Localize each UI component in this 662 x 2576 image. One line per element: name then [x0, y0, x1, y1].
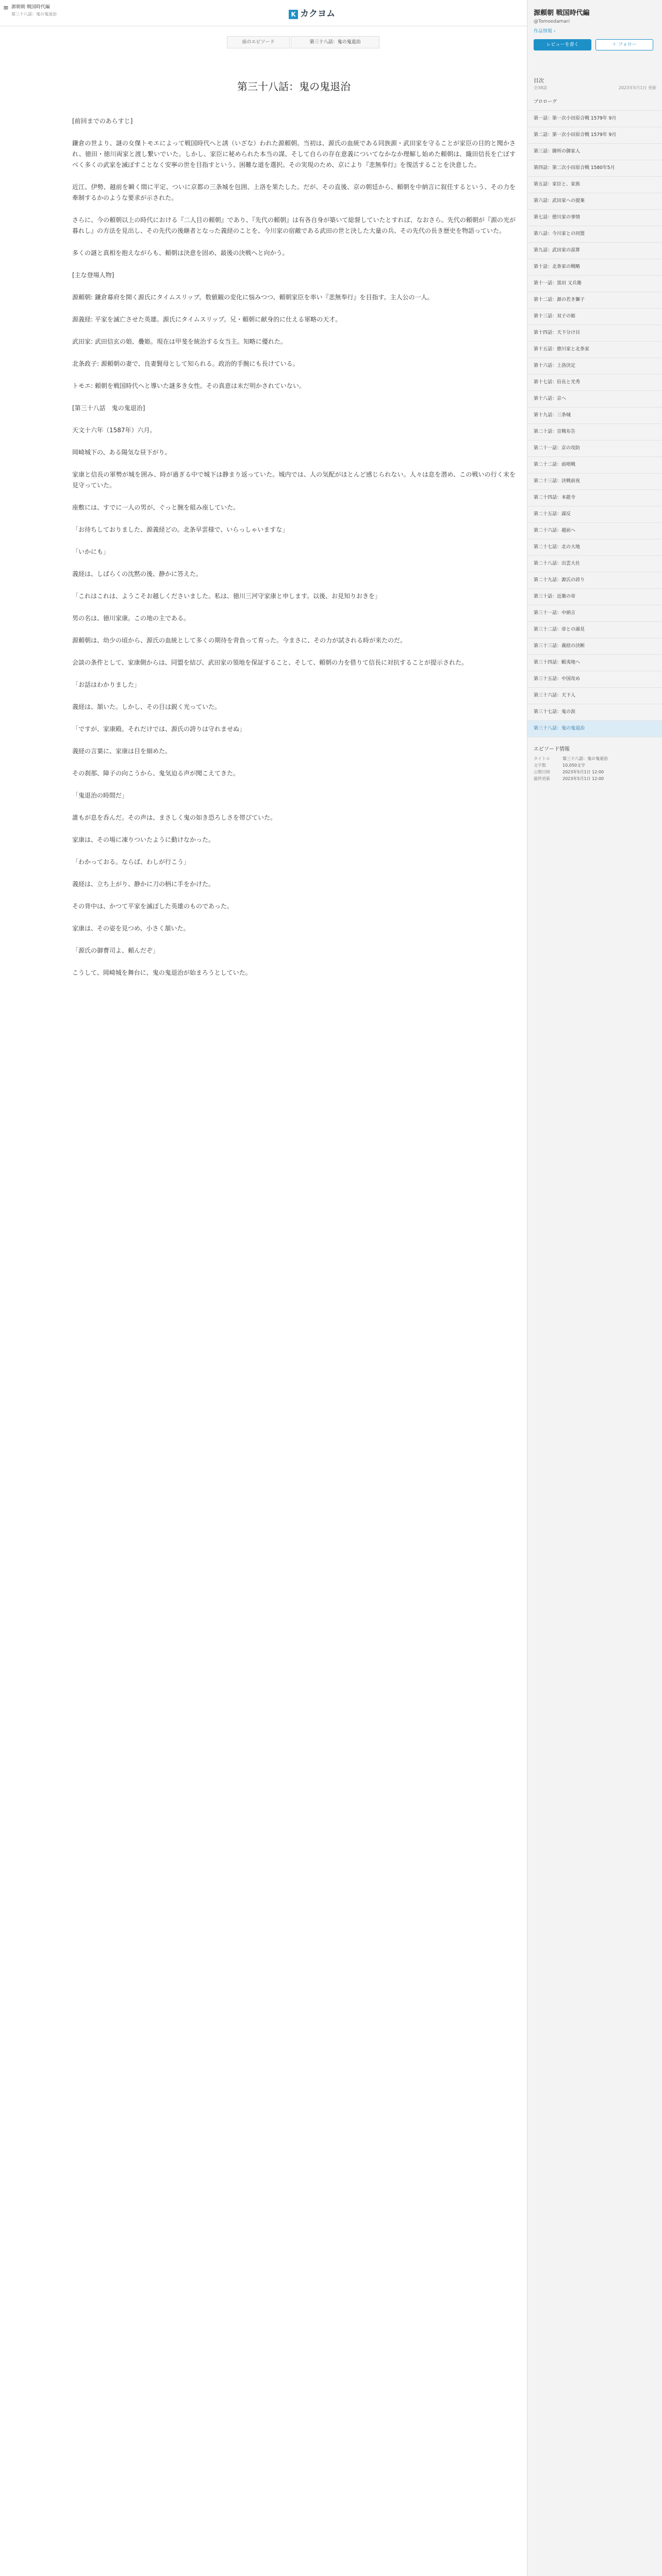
episode-info-value: 第三十八話：鬼の鬼退治 — [562, 756, 608, 761]
episode-title: 第三十八話：鬼の鬼退治 — [237, 80, 351, 93]
episode-info-row — [534, 775, 656, 782]
episode-paragraph: 源頼朝: 鎌倉幕府を開く源氏にタイムスリップ。数値観の変化に悩みつつ、頼朝家臣を率い『悲無奉行』を目指す。主人公の一人。 — [72, 294, 434, 301]
toc-item[interactable]: 第二十九話：源氏の誇り — [527, 572, 662, 589]
toc-item[interactable]: 第三十一話：中納言 — [527, 605, 662, 622]
episode-paragraph: 近江、伊勢、越前を瞬く間に平定、ついに京都の三条城を包囲、上洛を果たした。だが、その直後、京の朝廷から、頼朝を中納言に叙任するという、その力を牽制するかのような要求が示された。 — [72, 183, 516, 201]
episode-info-label: 文字数 — [534, 763, 546, 768]
toc-item[interactable]: 第五話：家臣と、家族 — [527, 177, 662, 193]
episode-info-row — [534, 755, 656, 762]
episode-info-label: 最終更新 — [534, 776, 550, 781]
toc-item[interactable]: 第三十四話：蝦夷地へ — [527, 655, 662, 671]
breadcrumb-episode-title: 第三十八話：鬼の鬼退治 — [11, 12, 57, 16]
toc-item[interactable]: 第十二話：源の若き獅子 — [527, 292, 662, 309]
sidebar-work-title[interactable]: 源頼朝 戦国時代編 — [534, 9, 590, 17]
episode-info-row — [534, 762, 656, 769]
toc-item[interactable]: 第二十八話：出雲大社 — [527, 556, 662, 572]
toc-item[interactable]: 第三十八話：鬼の鬼退治 — [527, 721, 662, 737]
episode-info-value: 10,050文字 — [562, 763, 585, 768]
episode-paragraph: [前回までのあらすじ] — [72, 117, 133, 125]
toc-item[interactable]: 第三十六話：天下人 — [527, 688, 662, 704]
toc-item[interactable]: 第二十五話：謀反 — [527, 506, 662, 523]
toc-updated-date: 2023年5月1日 更新 — [618, 86, 656, 90]
sidebar-author[interactable]: @Tomoedamari — [534, 19, 570, 24]
toc-item[interactable]: 第三十三話：義経の決断 — [527, 638, 662, 655]
episode-paragraph: 天文十六年（1587年）六月。 — [72, 427, 156, 434]
toc-item[interactable]: 第十九話：三条城 — [527, 408, 662, 424]
toc-item[interactable]: 第二十六話：越前へ — [527, 523, 662, 539]
hamburger-icon[interactable]: ≡ — [3, 4, 9, 12]
episode-info-value: 2023年5月1日 12:00 — [562, 776, 604, 781]
toc-list — [527, 94, 662, 737]
episode-paragraph: 家康と信長の軍勢が城を囲み、時が過ぎる中で城下は静まり返っていた。城内では、人の気配がほとんど感じられない。人々は息を潜め、この戦いの行く末を見守っていた。 — [72, 471, 516, 489]
toc-heading: 目次 — [534, 78, 544, 84]
prev-episode-button[interactable]: 前のエピソード — [227, 36, 290, 48]
current-episode-label: 第三十八話：鬼の鬼退治 — [291, 36, 379, 48]
toc-item[interactable]: 第三十五話：中国攻め — [527, 671, 662, 688]
episode-paragraph: 家康は、その場に凍りついたように動けなかった。 — [72, 836, 215, 843]
follow-button[interactable]: ＋ フォロー — [595, 39, 653, 50]
episode-paragraph: 「わかっておる。ならば、わしが行こう」 — [72, 858, 190, 866]
toc-item[interactable]: 第三十話：近衛の帝 — [527, 589, 662, 605]
toc-item[interactable]: 第十六話：上洛決定 — [527, 358, 662, 375]
toc-item[interactable]: プロローグ — [527, 94, 662, 111]
episode-paragraph: その背中は、かつて平家を滅ぼした英雄のものであった。 — [72, 903, 233, 910]
kakuyomu-logo-icon: K — [289, 10, 298, 19]
episode-paragraph: こうして、岡崎城を舞台に、鬼の鬼退治が始まろうとしていた。 — [72, 969, 252, 976]
toc-item[interactable]: 第十話：北条家の戦略 — [527, 259, 662, 276]
episode-paragraph: 源義経: 平家を滅亡させた英雄。源氏にタイムスリップ。兄・頼朝に献身的に仕える軍略の天才。 — [72, 316, 342, 323]
episode-paragraph: 誰もが息を呑んだ。その声は、まさしく鬼の如き恐ろしさを帯びていた。 — [72, 814, 277, 821]
toc-item[interactable]: 第二十話：宣戦布告 — [527, 424, 662, 440]
toc-item[interactable]: 第九話：武田家の誤算 — [527, 243, 662, 259]
episode-text — [72, 116, 516, 978]
episode-body — [72, 72, 516, 990]
toc-item[interactable]: 第二話：第一次小田原合戦 1579年 9月 — [527, 127, 662, 144]
site-logo[interactable] — [289, 6, 335, 19]
episode-paragraph: [第三十八話 鬼の鬼退治] — [72, 404, 145, 412]
toc-item[interactable]: 第二十二話：前哨戦 — [527, 457, 662, 473]
episode-info-value: 2023年5月1日 12:00 — [562, 770, 604, 774]
episode-paragraph: 北条政子: 源頼朝の妻で、良妻賢母として知られる。政治的手腕にも長けている。 — [72, 360, 299, 367]
toc-item[interactable]: 第二十四話：本能寺 — [527, 490, 662, 506]
episode-paragraph: 「ですが、家康殿。それだけでは、源氏の誇りは守れませぬ」 — [72, 725, 246, 733]
episode-info-label: タイトル — [534, 756, 550, 761]
episode-paragraph: さらに、今の頼朝以上の時代における『二人目の頼朝』であり、『先代の頼朝』は有各自身が築いて総督していたとすれば、なおさら。先代の頼朝が『源の光が暮れし』の方法を見出し、その先代の後継者となった義経のことを、今川家の宿敵である武田の世と決した大量の兵、その先代の長き歴史を物語っていた。 — [72, 216, 516, 234]
review-button[interactable]: レビューを書く — [534, 39, 591, 50]
episode-paragraph: 「これはこれは、ようこそお越しくださいました。私は、徳川三河守家康と申します。以後、お見知りおきを」 — [72, 592, 382, 600]
toc-item[interactable]: 第一話：第一次小田原合戦 1579年 9月 — [527, 111, 662, 127]
episode-info-heading: エピソード情報 — [534, 747, 570, 752]
toc-item[interactable]: 第十三話：双子の姫 — [527, 309, 662, 325]
toc-item[interactable]: 第十八話：京へ — [527, 391, 662, 408]
episode-paragraph: 源頼朝は、幼少の頃から、源氏の血統として多くの期待を背負って育った。今まさに、その力が試される時が来たのだ。 — [72, 637, 407, 644]
toc-episode-count: 全38話 — [534, 86, 548, 90]
episode-paragraph: 鎌倉の世より、謎の女傑トモエによって戦国時代へと誘（いざな）われた源頼朝。当初は、源氏の血統である同族源・武田家を守ることが家臣の目的と聞かされ、徳田・徳川両家と渡し繋いでいた。しかし、家臣に秘められた本当の謀、そして自らの存在意義についてなかなか理解し始めた頼朝は、織田信長を亡ぼすべく多くの武家を滅ぼすことなく安寧の世を目指すという、困難な道を選択。その実現のため、京により『悲無奉行』を復活することを決意した。 — [72, 140, 516, 168]
episode-paragraph: その刹那、障子の向こうから、鬼気迫る声が聞こえてきた。 — [72, 770, 240, 777]
toc-item[interactable]: 第十一話：黒田 又兵衛 — [527, 276, 662, 292]
episode-paragraph: 「鬼退治の時間だ」 — [72, 792, 128, 799]
episode-paragraph: 「いかにも」 — [72, 548, 110, 555]
episode-info-list — [534, 755, 656, 782]
episode-paragraph: 男の名は、徳川家康。この地の主である。 — [72, 615, 190, 622]
logo-text: カクヨム — [300, 9, 335, 19]
toc-item[interactable]: 第二十七話：北の大地 — [527, 539, 662, 556]
episode-paragraph: 家康は、その姿を見つめ、小さく頷いた。 — [72, 925, 190, 932]
episode-paragraph: 義経の言葉に、家康は目を細めた。 — [72, 748, 172, 755]
episode-paragraph: 武田家: 武田信玄の娘、疊姫。現在は甲斐を統治する女当主。知略に優れた。 — [72, 338, 287, 345]
episode-paragraph: 義経は、しばらくの沈黙の後、静かに答えた。 — [72, 570, 203, 578]
episode-pager — [227, 36, 449, 48]
toc-item[interactable]: 第十四話：天下分け目 — [527, 325, 662, 342]
episode-paragraph: 多くの謎と真相を抱えながらも、頼朝は決意を固め、最後の決戦へと向かう。 — [72, 249, 289, 257]
toc-item[interactable]: 第二十三話：決戦前夜 — [527, 473, 662, 490]
episode-paragraph: 義経は、立ち上がり、静かに刀の柄に手をかけた。 — [72, 880, 215, 888]
toc-item[interactable]: 第六話：武田家への提案 — [527, 193, 662, 210]
toc-item[interactable]: 第三十二話：帝との謁見 — [527, 622, 662, 638]
toc-item[interactable]: 第十五話：徳川家と北条家 — [527, 342, 662, 358]
toc-item[interactable]: 第二十一話：京の攻防 — [527, 440, 662, 457]
toc-item[interactable]: 第四話：第二次小田原合戦 1580年5月 — [527, 160, 662, 177]
episode-paragraph: トモエ: 頼朝を戦国時代へと導いた謎多き女性。その真意は未だ明かされていない。 — [72, 382, 305, 389]
toc-item[interactable]: 第三十七話：鬼の涙 — [527, 704, 662, 721]
toc-item[interactable]: 第三話：御所の御家人 — [527, 144, 662, 160]
work-info-link[interactable]: 作品情報 › — [534, 29, 556, 34]
sidebar — [527, 0, 662, 2576]
episode-paragraph: 「お話はわかりました」 — [72, 681, 141, 688]
episode-info-label: 公開日時 — [534, 770, 550, 774]
episode-paragraph: [主な登場人物] — [72, 272, 114, 279]
toc-item[interactable]: 第八話：今川家との同盟 — [527, 226, 662, 243]
episode-paragraph: 「源氏の御曹司よ、頼んだぞ」 — [72, 947, 159, 954]
episode-paragraph: 「お待ちしておりました、源義経どの。北条早雲様で、いらっしゃいますな」 — [72, 526, 289, 533]
breadcrumb-work-title[interactable]: 源朝朝 戦国時代編 — [11, 5, 50, 10]
episode-info-row — [534, 769, 656, 775]
episode-paragraph: 座敷には、すでに一人の男が、ぐっと腕を組み座していた。 — [72, 504, 240, 511]
episode-paragraph: 岡崎城下の、ある陽気な昼下がり。 — [72, 449, 171, 456]
episode-paragraph: 会談の条件として、家康側からは、同盟を結び、武田家の領地を保証すること、そして、頼朝の力を借りて信長に対抗することが提示された。 — [72, 659, 468, 666]
breadcrumb[interactable] — [11, 4, 57, 18]
episode-paragraph: 義経は、頷いた。しかし、その目は鋭く光っていた。 — [72, 703, 221, 710]
toc-item[interactable]: 第十七話：信長と光秀 — [527, 375, 662, 391]
toc-item[interactable]: 第七話：徳川家の事情 — [527, 210, 662, 226]
